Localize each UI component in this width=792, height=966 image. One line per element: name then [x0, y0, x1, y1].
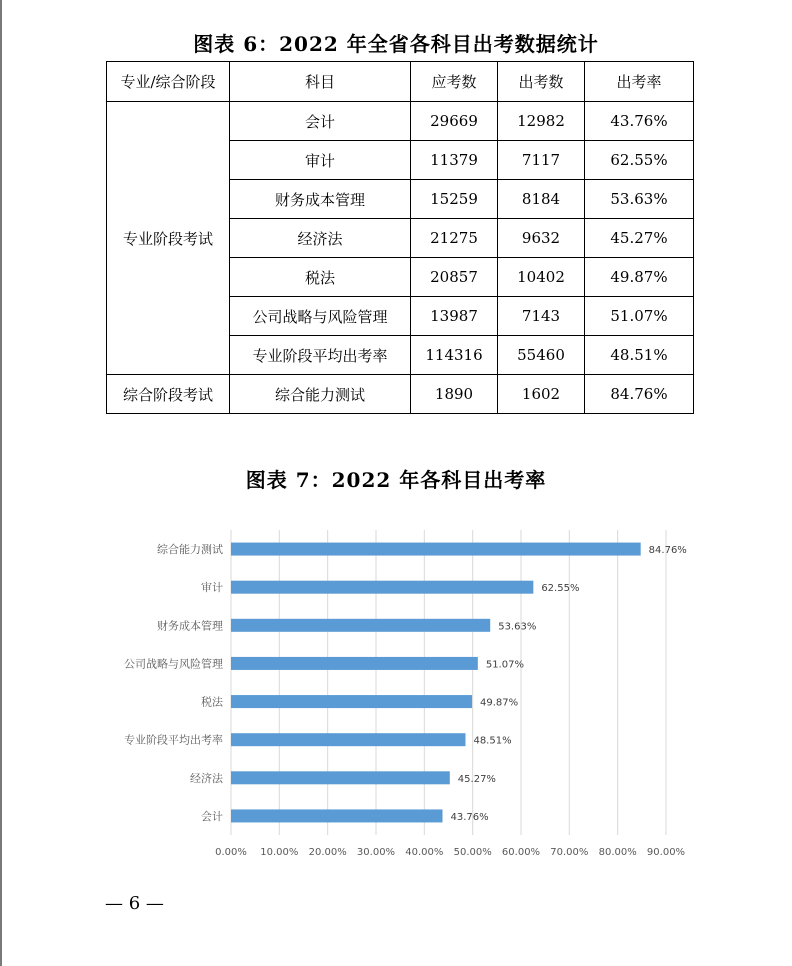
- bar: [231, 619, 490, 632]
- subject-cell: 经济法: [230, 219, 411, 258]
- header-rate: 出考率: [585, 62, 694, 102]
- category-label: 公司战略与风险管理: [124, 657, 223, 671]
- exam-stats-table: [106, 61, 694, 414]
- category-label: 税法: [201, 695, 223, 709]
- chart-caption: 图表 7：2022 年各科目出考率: [245, 468, 547, 492]
- applicants-cell: 11379: [411, 141, 498, 180]
- rate-cell: 43.76%: [585, 102, 694, 141]
- header-applicants: 应考数: [411, 62, 498, 102]
- subject-cell: 公司战略与风险管理: [230, 297, 411, 336]
- rate-cell: 84.76%: [585, 375, 694, 414]
- category-label: 财务成本管理: [157, 619, 223, 633]
- table-caption: 图表 6：2022 年全省各科目出考数据统计: [193, 32, 599, 56]
- sitters-cell: 7143: [498, 297, 585, 336]
- x-tick-label: 90.00%: [646, 847, 686, 858]
- subject-cell: 专业阶段平均出考率: [230, 336, 411, 375]
- exam-rate-bar-chart: [100, 520, 700, 870]
- x-tick-label: 60.00%: [501, 847, 541, 858]
- category-label: 审计: [201, 581, 223, 595]
- bar: [231, 695, 472, 708]
- sitters-cell: 12982: [498, 102, 585, 141]
- subject-cell: 会计: [230, 102, 411, 141]
- x-tick-label: 80.00%: [598, 847, 637, 858]
- table-row: [107, 102, 694, 141]
- x-tick-label: 50.00%: [453, 847, 492, 858]
- data-label: 62.55%: [541, 583, 580, 595]
- subject-cell: 综合能力测试: [230, 375, 411, 414]
- chart-gridlines: [231, 530, 666, 835]
- x-tick-label: 10.00%: [260, 847, 299, 858]
- stage-cell: 专业阶段考试: [107, 102, 230, 375]
- table-header-row: [107, 62, 694, 102]
- data-label: 49.87%: [480, 697, 519, 709]
- data-label: 43.76%: [450, 811, 489, 823]
- x-tick-label: 70.00%: [550, 847, 589, 858]
- applicants-cell: 15259: [411, 180, 498, 219]
- applicants-cell: 114316: [411, 336, 498, 375]
- category-label: 会计: [201, 809, 223, 823]
- category-label: 专业阶段平均出考率: [124, 733, 223, 747]
- data-label: 45.27%: [457, 773, 496, 785]
- x-tick-label: 0.00%: [215, 847, 247, 858]
- subject-cell: 税法: [230, 258, 411, 297]
- bar: [231, 581, 533, 594]
- applicants-cell: 29669: [411, 102, 498, 141]
- category-label: 综合能力测试: [157, 543, 223, 557]
- bar: [231, 657, 478, 670]
- applicants-cell: 13987: [411, 297, 498, 336]
- bar: [231, 771, 450, 784]
- applicants-cell: 21275: [411, 219, 498, 258]
- rate-cell: 53.63%: [585, 180, 694, 219]
- header-sitters: 出考数: [498, 62, 585, 102]
- header-stage: 专业/综合阶段: [107, 62, 230, 102]
- bar: [231, 733, 465, 746]
- rate-cell: 48.51%: [585, 336, 694, 375]
- bar: [231, 543, 641, 556]
- sitters-cell: 55460: [498, 336, 585, 375]
- data-label: 53.63%: [498, 621, 537, 633]
- subject-cell: 审计: [230, 141, 411, 180]
- sitters-cell: 8184: [498, 180, 585, 219]
- page-number: — 6 —: [105, 893, 164, 914]
- x-tick-label: 40.00%: [405, 847, 444, 858]
- data-label: 51.07%: [485, 659, 524, 671]
- x-tick-label: 30.00%: [356, 847, 396, 858]
- sitters-cell: 1602: [498, 375, 585, 414]
- rate-cell: 45.27%: [585, 219, 694, 258]
- rate-cell: 62.55%: [585, 141, 694, 180]
- bar: [231, 809, 443, 822]
- applicants-cell: 1890: [411, 375, 498, 414]
- data-label: 84.76%: [648, 545, 687, 557]
- rate-cell: 49.87%: [585, 258, 694, 297]
- data-label: 48.51%: [473, 735, 512, 747]
- table-row: [107, 375, 694, 414]
- subject-cell: 财务成本管理: [230, 180, 411, 219]
- sitters-cell: 7117: [498, 141, 585, 180]
- applicants-cell: 20857: [411, 258, 498, 297]
- x-tick-label: 20.00%: [308, 847, 347, 858]
- sitters-cell: 9632: [498, 219, 585, 258]
- rate-cell: 51.07%: [585, 297, 694, 336]
- header-subject: 科目: [230, 62, 411, 102]
- sitters-cell: 10402: [498, 258, 585, 297]
- category-label: 经济法: [190, 771, 223, 785]
- stage-cell: 综合阶段考试: [107, 375, 230, 414]
